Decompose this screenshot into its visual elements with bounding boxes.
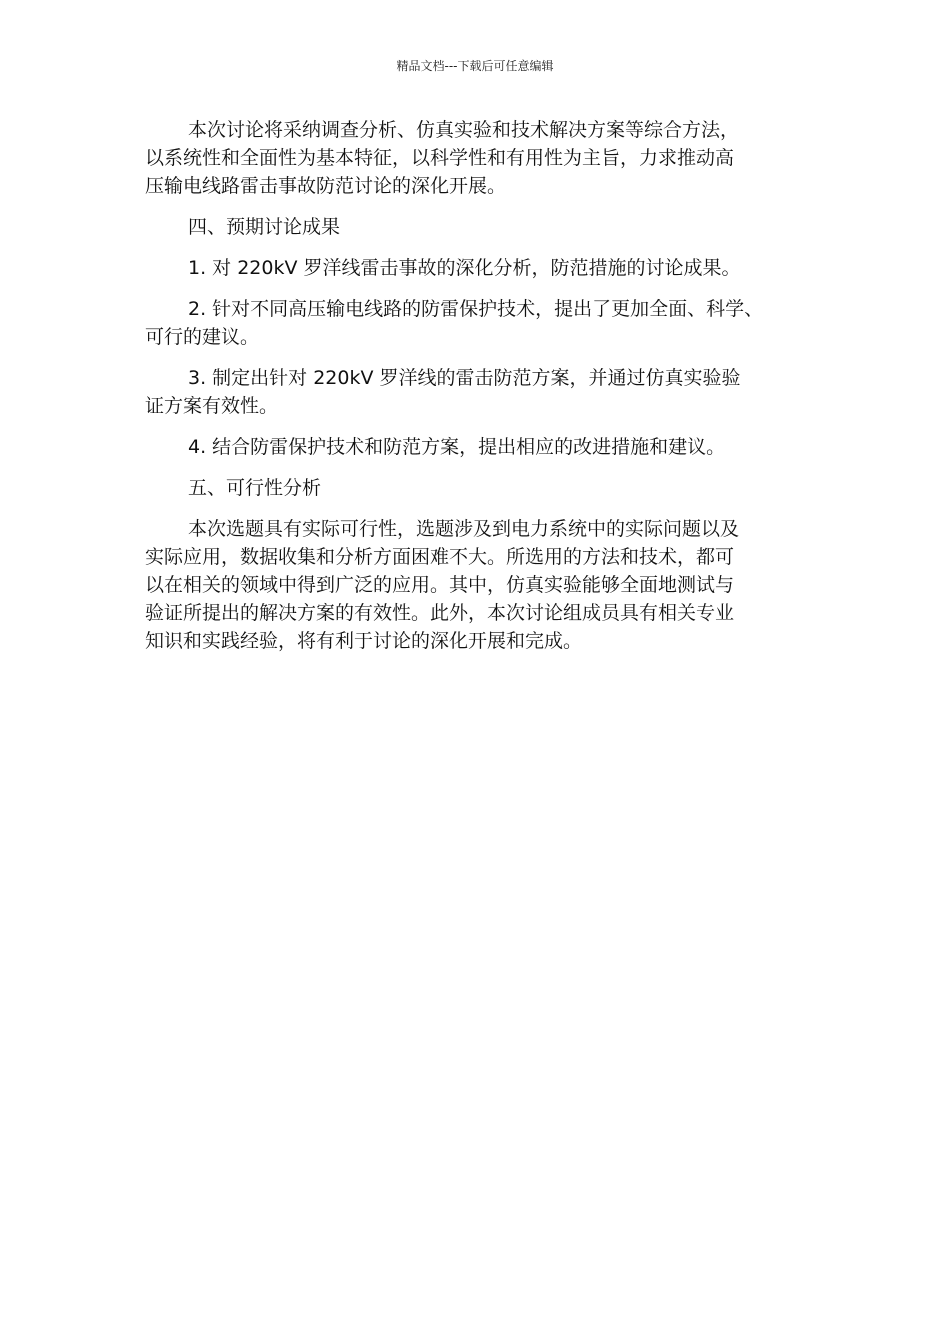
paragraph-line: 验证所提出的解决方案的有效性。此外，本次讨论组成员具有相关专业	[145, 602, 735, 624]
paragraph-line: 3. 制定出针对 220kV 罗洋线的雷击防范方案，并通过仿真实验验	[188, 367, 741, 389]
paragraph-method	[145, 116, 810, 200]
paragraph-line: 知识和实践经验，将有利于讨论的深化开展和完成。	[145, 630, 583, 652]
paragraph-line: 可行的建议。	[145, 326, 260, 348]
section-heading: 四、预期讨论成果	[188, 216, 341, 238]
list-item-2	[145, 295, 810, 351]
document-body	[145, 116, 810, 655]
paragraph-line: 实际应用，数据收集和分析方面困难不大。所选用的方法和技术，都可	[145, 546, 735, 568]
paragraph-line: 2. 针对不同高压输电线路的防雷保护技术，提出了更加全面、科学、	[188, 298, 764, 320]
paragraph-line: 1. 对 220kV 罗洋线雷击事故的深化分析，防范措施的讨论成果。	[188, 257, 741, 279]
paragraph-line: 压输电线路雷击事故防范讨论的深化开展。	[145, 175, 507, 197]
paragraph-line: 本次选题具有实际可行性，选题涉及到电力系统中的实际问题以及	[188, 518, 740, 540]
paragraph-line: 以系统性和全面性为基本特征，以科学性和有用性为主旨，力求推动高	[145, 147, 735, 169]
list-item-1	[145, 254, 810, 282]
section-heading: 五、可行性分析	[188, 477, 322, 499]
section-heading-feasibility	[145, 474, 810, 502]
list-item-4	[145, 433, 810, 461]
paragraph-line: 4. 结合防雷保护技术和防范方案，提出相应的改进措施和建议。	[188, 436, 726, 458]
paragraph-line: 本次讨论将采纳调查分析、仿真实验和技术解决方案等综合方法，	[188, 119, 740, 141]
paragraph-feasibility	[145, 515, 810, 655]
list-item-3	[145, 364, 810, 420]
paragraph-line: 以在相关的领域中得到广泛的应用。其中，仿真实验能够全面地测试与	[145, 574, 735, 596]
paragraph-line: 证方案有效性。	[145, 395, 279, 417]
page-header: 精品文档---下载后可任意编辑	[396, 59, 554, 73]
section-heading-expected-results	[145, 213, 810, 241]
